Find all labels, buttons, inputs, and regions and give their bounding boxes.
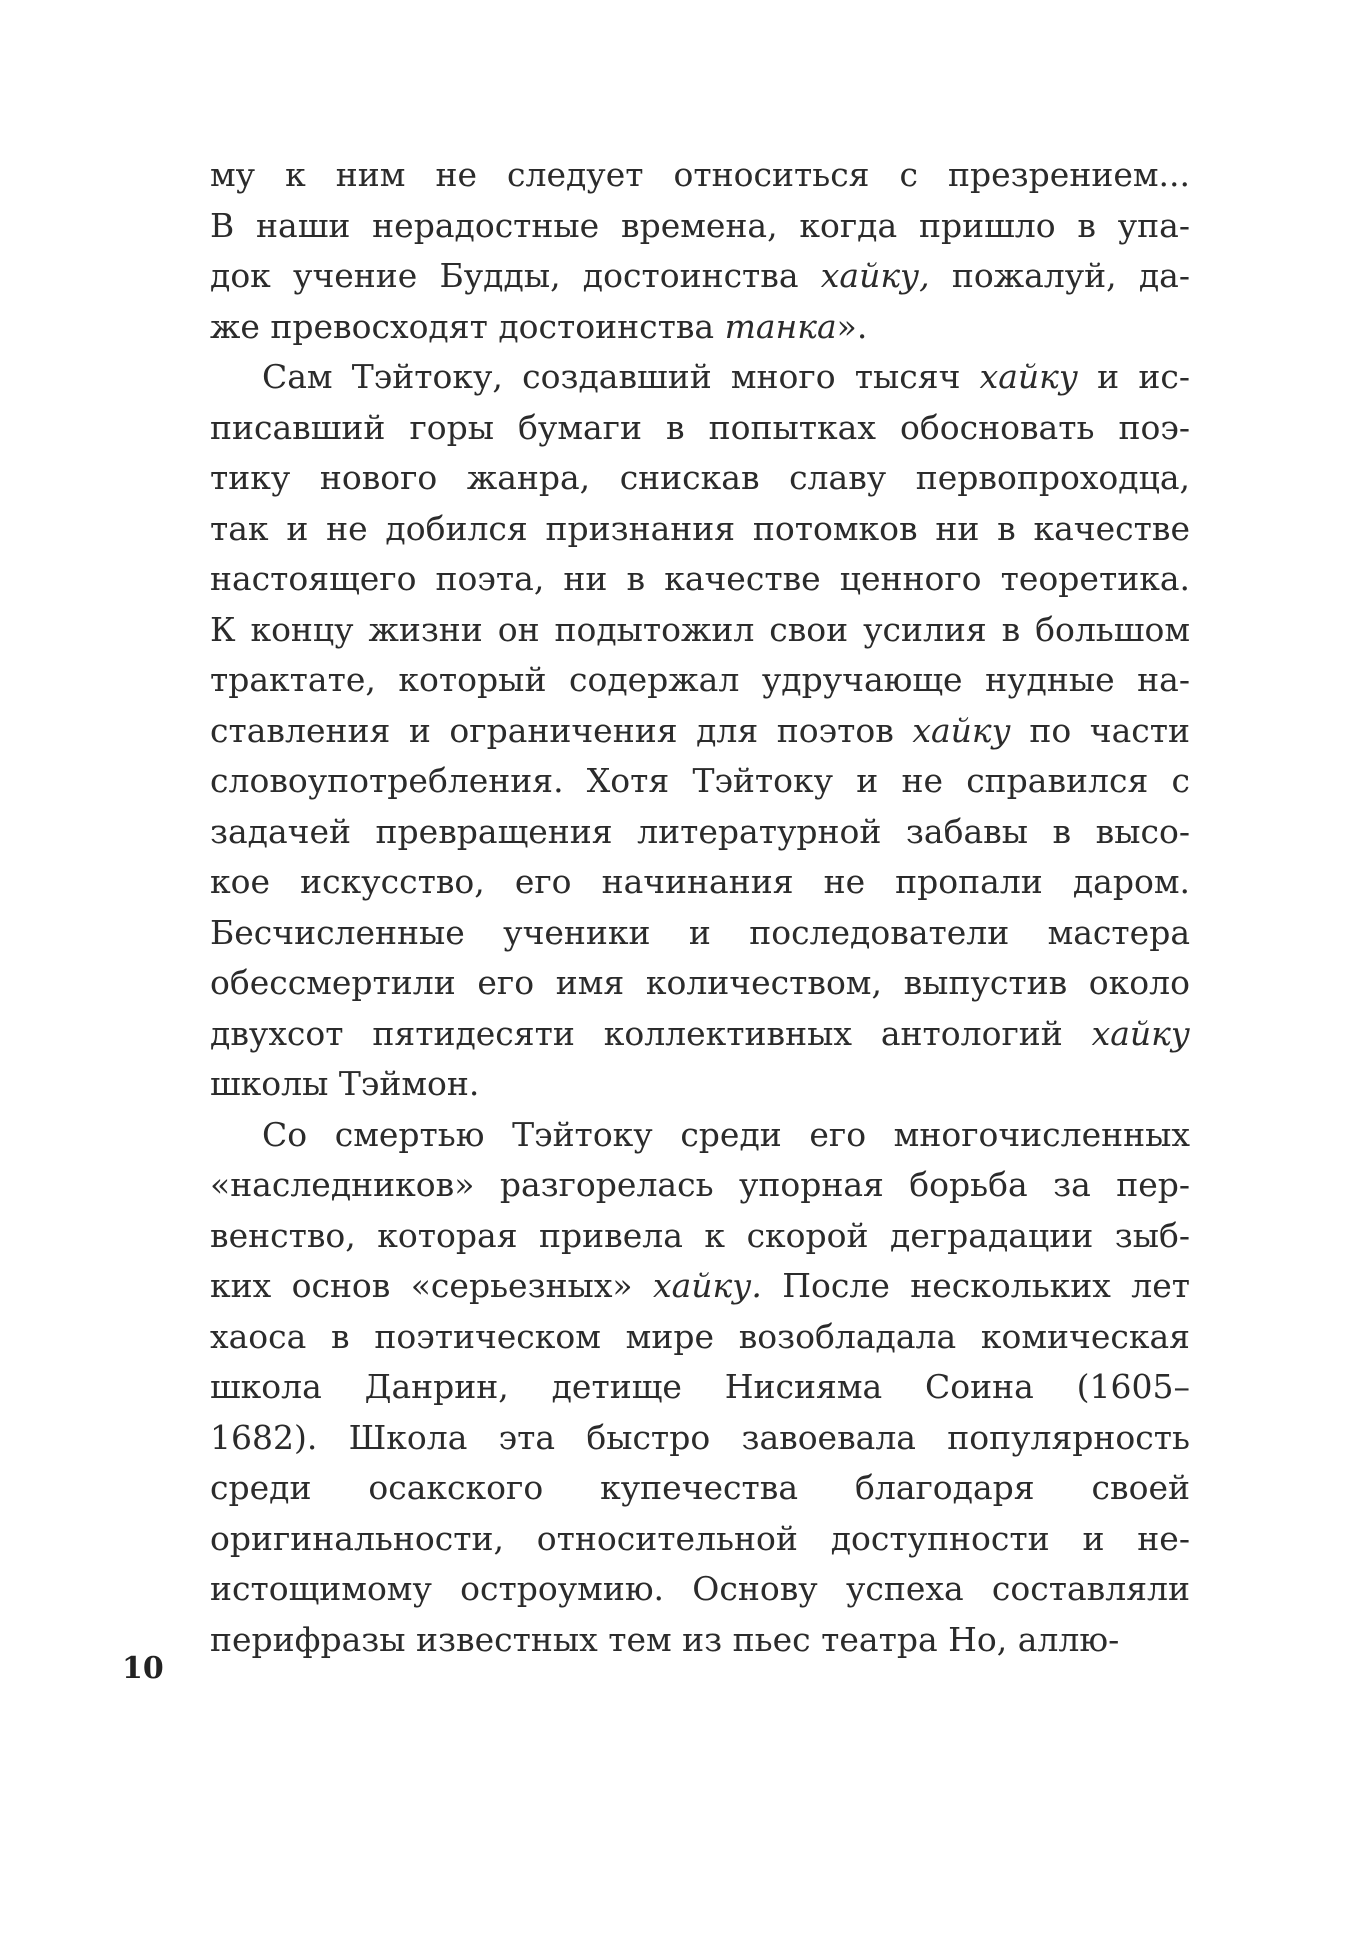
text-run: среди осакского купечества благодаря своей <box>210 1468 1190 1507</box>
text-run: ставления и ограничения для поэтов <box>210 710 913 750</box>
text-run: 1682). Школа эта быстро завоевала популярность <box>210 1417 1190 1457</box>
text-run: док учение Будды, достоинства <box>210 256 821 295</box>
text-line <box>210 1312 1190 1363</box>
text-line <box>210 1564 1190 1615</box>
body-text <box>210 150 1190 1665</box>
text-line <box>210 150 1190 201</box>
text-line <box>210 1463 1190 1514</box>
text-run: же превосходят достоинства <box>210 306 725 346</box>
text-line <box>210 958 1190 1009</box>
text-run: Бесчисленные ученики и последователи мастера <box>210 912 1190 952</box>
italic-term: танка <box>724 306 837 346</box>
text-run: по части <box>1010 710 1190 750</box>
text-run: настоящего поэта, ни в качестве ценного теоретика. <box>210 559 1190 598</box>
text-line <box>210 352 1190 403</box>
text-line <box>210 554 1190 605</box>
text-line <box>210 605 1190 656</box>
text-run: школы Тэймон. <box>210 1064 480 1103</box>
text-run: ». <box>836 306 868 346</box>
text-run: ких основ «серьезных» <box>210 1266 653 1305</box>
text-line <box>210 857 1190 908</box>
text-run: пожалуй, да- <box>929 256 1190 295</box>
text-line <box>210 1514 1190 1565</box>
text-line <box>210 251 1190 302</box>
italic-term: хайку, <box>820 256 930 295</box>
text-run: истощимому остроумию. Основу успеха составляли <box>210 1569 1190 1608</box>
text-line <box>210 453 1190 504</box>
text-run: «наследников» разгорелась упорная борьба за пер- <box>210 1165 1190 1204</box>
text-line <box>210 1413 1190 1464</box>
text-run: обессмертили его имя количеством, выпустив около <box>210 963 1190 1002</box>
text-line <box>210 807 1190 858</box>
text-line <box>210 1110 1190 1161</box>
text-line <box>210 504 1190 555</box>
text-run: трактате, который содержал удручающе нудные на- <box>210 660 1190 699</box>
text-line <box>210 403 1190 454</box>
text-run: После нескольких лет <box>761 1266 1191 1305</box>
text-run: и ис- <box>1077 357 1190 396</box>
text-line <box>210 1059 1190 1110</box>
text-line <box>210 201 1190 252</box>
text-line <box>210 1261 1190 1312</box>
paragraph <box>210 150 1190 352</box>
text-run: К концу жизни он подытожил свои усилия в большом <box>210 609 1190 649</box>
italic-term: хайку <box>979 357 1078 396</box>
text-run: В наши нерадостные времена, когда пришло в упа- <box>210 205 1190 245</box>
text-run: венство, которая привела к скорой деградации зыб- <box>210 1215 1190 1255</box>
text-line <box>210 1615 1190 1666</box>
text-run: школа Данрин, детище Нисияма Соина (1605– <box>210 1367 1190 1406</box>
text-line <box>210 655 1190 706</box>
text-run: оригинальности, относительной доступности и не- <box>210 1518 1190 1558</box>
text-run: двухсот пятидесяти коллективных антологий <box>210 1013 1092 1053</box>
text-line <box>210 908 1190 959</box>
text-line <box>210 302 1190 353</box>
text-run: кое искусство, его начинания не пропали даром. <box>210 862 1190 901</box>
italic-term: хайку <box>1091 1013 1190 1053</box>
text-line <box>210 1362 1190 1413</box>
text-line <box>210 1009 1190 1060</box>
text-run: писавший горы бумаги в попытках обосновать поэ- <box>210 407 1190 447</box>
paragraph <box>210 352 1190 1110</box>
text-line <box>210 1160 1190 1211</box>
italic-term: хайку <box>912 710 1011 750</box>
text-run: перифразы известных тем из пьес театра Но, аллю- <box>210 1619 1120 1659</box>
text-run: задачей превращения литературной забавы в высо- <box>210 811 1190 851</box>
text-line <box>210 706 1190 757</box>
text-line <box>210 1211 1190 1262</box>
text-run: тику нового жанра, снискав славу первопроходца, <box>210 458 1190 497</box>
italic-term: хайку. <box>653 1266 762 1305</box>
text-run: Со смертью Тэйтоку среди его многочисленных <box>262 1114 1190 1154</box>
text-run: так и не добился признания потомков ни в качестве <box>210 508 1190 548</box>
text-run: му к ним не следует относиться с презрением... <box>210 155 1190 194</box>
text-run: словоупотребления. Хотя Тэйтоку и не справился с <box>210 761 1190 800</box>
text-run: Сам Тэйтоку, создавший много тысяч <box>262 357 980 396</box>
paragraph <box>210 1110 1190 1666</box>
text-line <box>210 756 1190 807</box>
text-run: хаоса в поэтическом мире возобладала комическая <box>210 1316 1190 1356</box>
page-number: 10 <box>122 1651 164 1686</box>
